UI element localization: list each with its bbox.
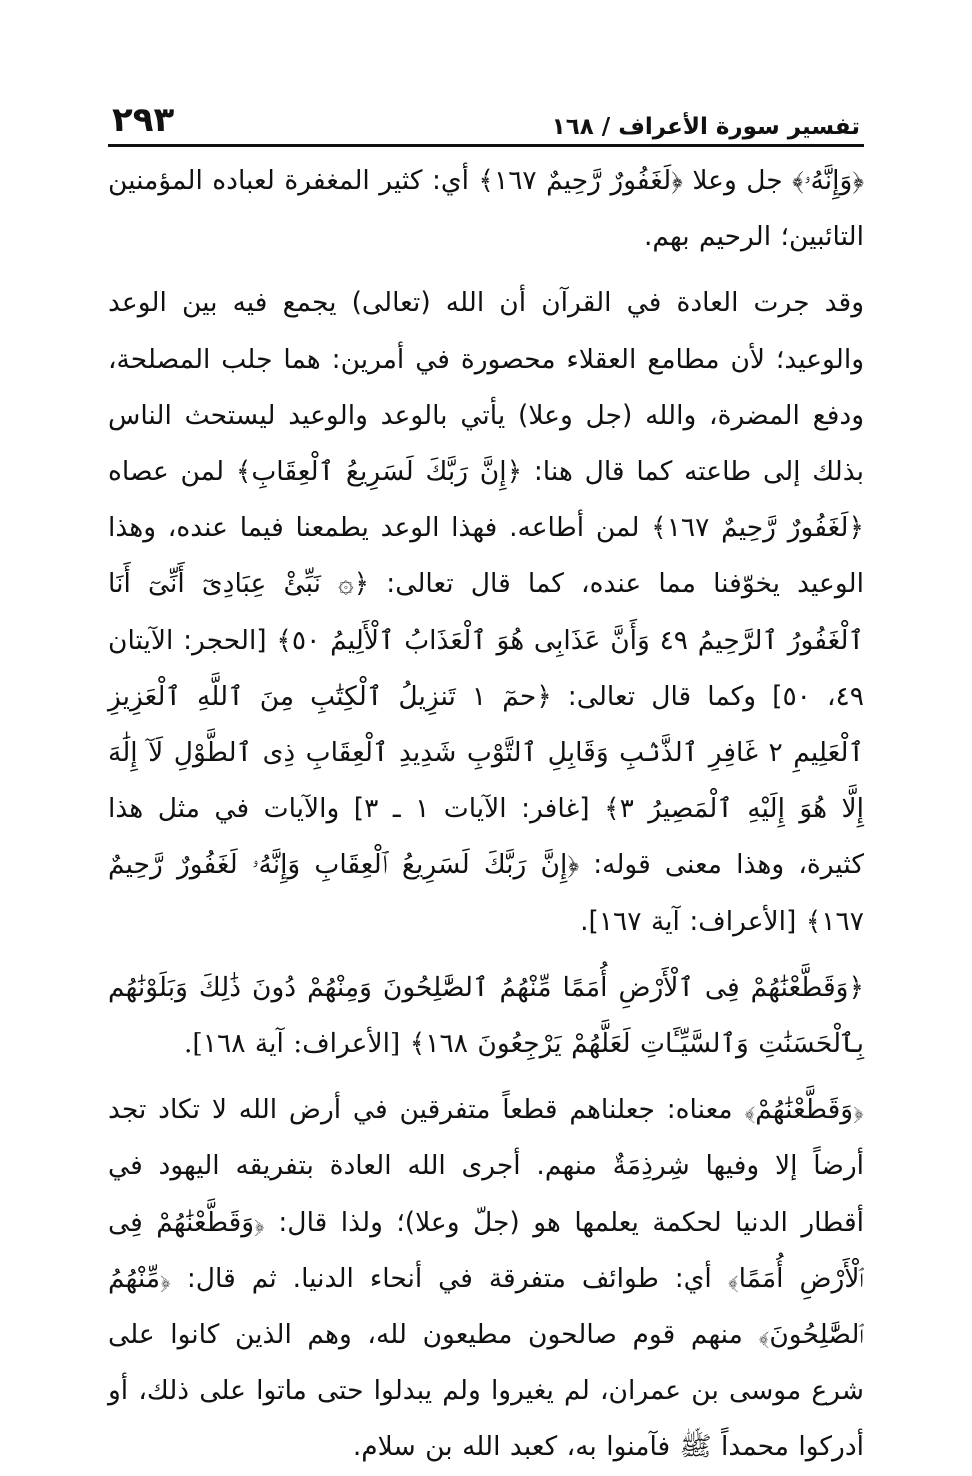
paragraph-promise-and-threat: وقد جرت العادة في القرآن أن الله (تعالى) يجمع فيه بين الوعد والوعيد؛ لأن مطامع العقلاء محصورة في أمرين: هما جلب المصلحة، ودفع المضرة، والله (جل وعلا) يأتي بالوعد والوعيد ليستحث الناس بذلك إلى طاعته كما قال هنا: ﴿إِنَّ رَبَّكَ لَسَرِيعُ ٱلْعِقَابِ﴾ لمن عصاه ﴿لَغَفُورٌ رَّحِيمٌ ١٦٧﴾ لمن أطاعه. فهذا الوعد يطمعنا فيما عنده، وهذا الوعيد يخوّفنا مما عنده، كما قال تعالى: ﴿۞ نَبِّئْ عِبَادِىٓ أَنِّىٓ أَنَا ٱلْغَفُورُ ٱلرَّحِيمُ ٤٩ وَأَنَّ عَذَابِى هُوَ ٱلْعَذَابُ ٱلْأَلِيمُ ٥٠﴾ [الحجر: الآيتان ٤٩، ٥٠] وكما قال تعالى: ﴿حمٓ ١ تَنزِيلُ ٱلْكِتَٰبِ مِنَ ٱللَّهِ ٱلْعَزِيزِ ٱلْعَلِيمِ ٢ غَافِرِ ٱلذَّنۢبِ وَقَابِلِ ٱلتَّوْبِ شَدِيدِ ٱلْعِقَابِ ذِى ٱلطَّوْلِ لَآ إِلَٰهَ إِلَّا هُوَ إِلَيْهِ ٱلْمَصِيرُ ٣﴾ [غافر: الآيات ١ ـ ٣] والآيات في مثل هذا كثيرة، وهذا معنى قوله: ﴿إِنَّ رَبَّكَ لَسَرِيعُ ٱلْعِقَابِ وَإِنَّهُۥ لَغَفُورٌ رَّحِيمٌ ١٦٧﴾ [الأعراف: آية ١٦٧]. xyxy=(108,287,865,937)
page-number: ٢٩٣ xyxy=(112,100,175,140)
page-body xyxy=(108,153,864,1476)
paragraph-verse-168-explanation: ﴿وَقَطَّعْنَٰهُمْ﴾ معناه: جعلناهم قطعاً متفرقين في أرض الله لا تكاد تجد أرضاً إلا وفيها شِرذِمَةٌ منهم. أجرى الله العادة بتفريقه اليهود في أقطار الدنيا لحكمة يعلمها هو (جلّ وعلا)؛ ولذا قال: ﴿وَقَطَّعْنَٰهُمْ فِى ٱلْأَرْضِ أُمَمًا﴾ أي: طوائف متفرقة في أنحاء الدنيا. ثم قال: ﴿مِّنْهُمُ ٱلصَّٰلِحُونَ﴾ منهم قوم صالحون مطيعون لله، وهم الذين كانوا على شرع موسى بن عمران، لم يغيروا ولم يبدلوا حتى ماتوا على ذلك، أو أدركوا محمداً ﷺ فآمنوا به، كعبد الله بن سلام. xyxy=(108,1094,864,1463)
paragraph-verse-168: ﴿وَقَطَّعْنَٰهُمْ فِى ٱلْأَرْضِ أُمَمًا مِّنْهُمُ ٱلصَّٰلِحُونَ وَمِنْهُمْ دُونَ ذَٰلِكَ وَبَلَوْنَٰهُم بِٱلْحَسَنَٰتِ وَٱلسَّيِّـَٔاتِ لَعَلَّهُمْ يَرْجِعُونَ ١٦٨﴾ [الأعراف: آية ١٦٨]. xyxy=(108,971,864,1060)
paragraph-verse-167-explanation: ﴿وَإِنَّهُۥ﴾ جل وعلا ﴿لَغَفُورٌ رَّحِيمٌ ١٦٧﴾ أي: كثير المغفرة لعباده المؤمنين التائبين؛ الرحيم بهم. xyxy=(108,165,864,253)
page-header xyxy=(108,88,864,147)
running-title: تفسير سورة الأعراف / ١٦٨ xyxy=(551,114,860,140)
